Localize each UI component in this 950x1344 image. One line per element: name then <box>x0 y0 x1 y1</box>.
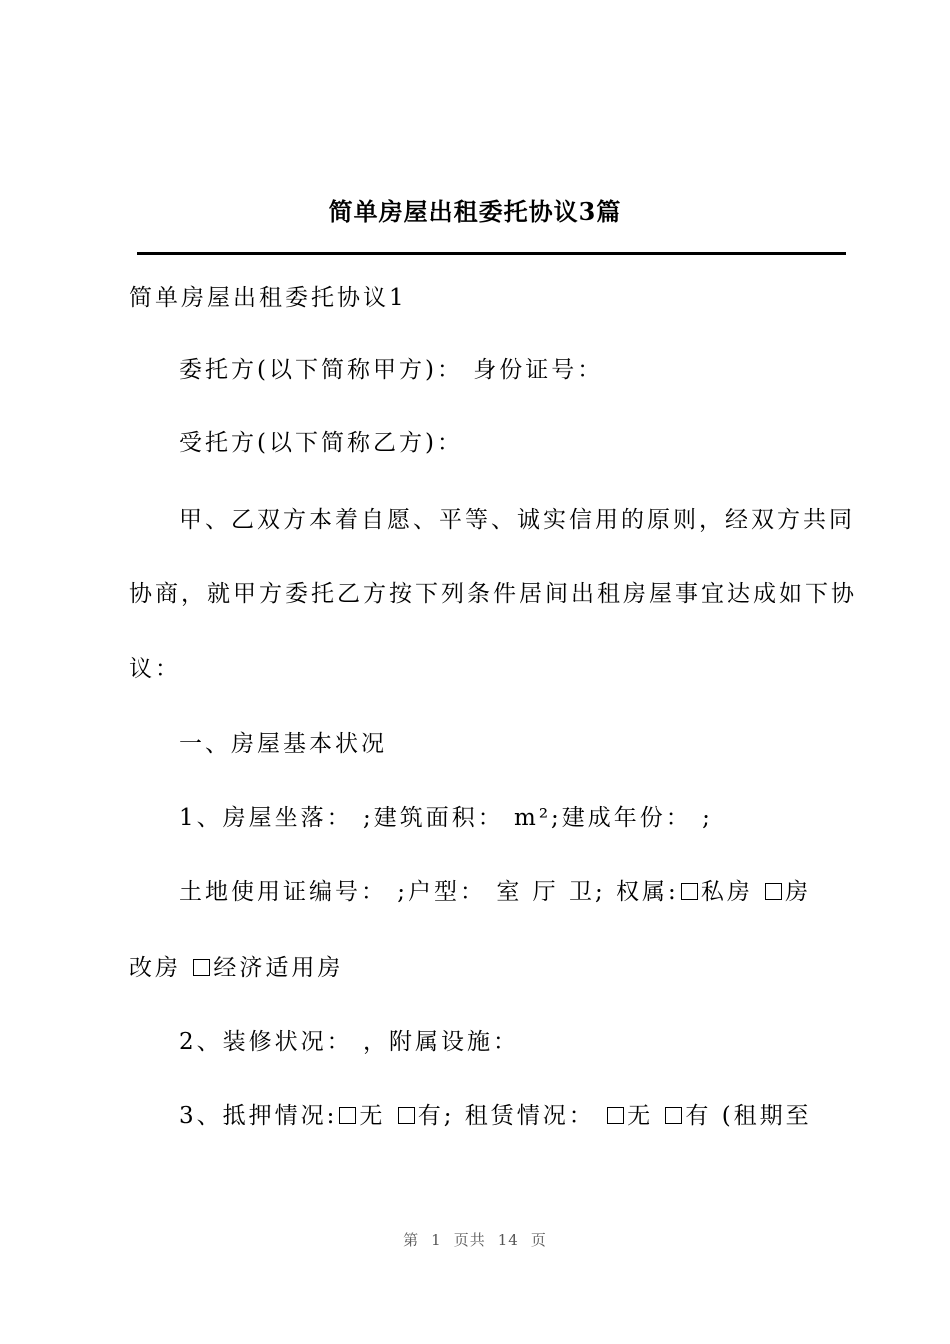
checkbox-icon <box>765 883 782 900</box>
option-none: 无 <box>359 1103 386 1129</box>
item-1c-line <box>129 950 845 986</box>
title-underline <box>137 252 846 255</box>
page-footer <box>0 1229 950 1251</box>
option-none-2: 无 <box>627 1103 654 1129</box>
checkbox-icon <box>193 959 210 976</box>
total-pages-number: 14 <box>497 1231 519 1249</box>
item-1c-prefix: 改房 <box>129 955 181 981</box>
current-page-number: 1 <box>431 1231 442 1249</box>
option-reform: 房 <box>785 879 812 905</box>
option-yes-2: 有 (租期至 <box>685 1103 812 1129</box>
item-1b-prefix: 土地使用证编号： ;户型： 室 厅 卫; 权属: <box>179 879 679 905</box>
intro-paragraph-line: 甲、乙双方本着自愿、平等、诚实信用的原则，经双方共同 <box>179 507 855 533</box>
party-a-line: 委托方(以下简称甲方)： 身份证号： <box>179 357 604 383</box>
checkbox-icon <box>398 1107 415 1124</box>
document-title: 简单房屋出租委托协议3篇 <box>328 197 622 226</box>
option-yes: 有; 租赁情况： <box>417 1103 595 1129</box>
item-3-prefix: 3、抵押情况: <box>179 1103 338 1129</box>
section-heading: 简单房屋出租委托协议1 <box>129 285 407 311</box>
footer-word: 页共 <box>453 1231 486 1249</box>
item-1b-line <box>179 874 845 910</box>
intro-paragraph-line: 议： <box>129 656 181 682</box>
intro-paragraph-line: 协商，就甲方委托乙方按下列条件居间出租房屋事宜达成如下协 <box>129 581 857 607</box>
item-1-line: 1、房屋坐落： ;建筑面积： m²;建成年份： ; <box>179 805 713 831</box>
option-affordable: 经济适用房 <box>213 955 344 981</box>
footer-word: 第 <box>403 1231 420 1249</box>
checkbox-icon <box>665 1107 682 1124</box>
item-2-line: 2、装修状况： ，附属设施： <box>179 1029 519 1055</box>
party-b-line: 受托方(以下简称乙方)： <box>179 430 463 456</box>
option-private: 私房 <box>700 879 753 905</box>
checkbox-icon <box>681 883 698 900</box>
footer-word: 页 <box>530 1231 547 1249</box>
checkbox-icon <box>607 1107 624 1124</box>
clause-heading: 一、房屋基本状况 <box>179 731 387 757</box>
item-3-line <box>179 1098 845 1134</box>
checkbox-icon <box>339 1107 356 1124</box>
